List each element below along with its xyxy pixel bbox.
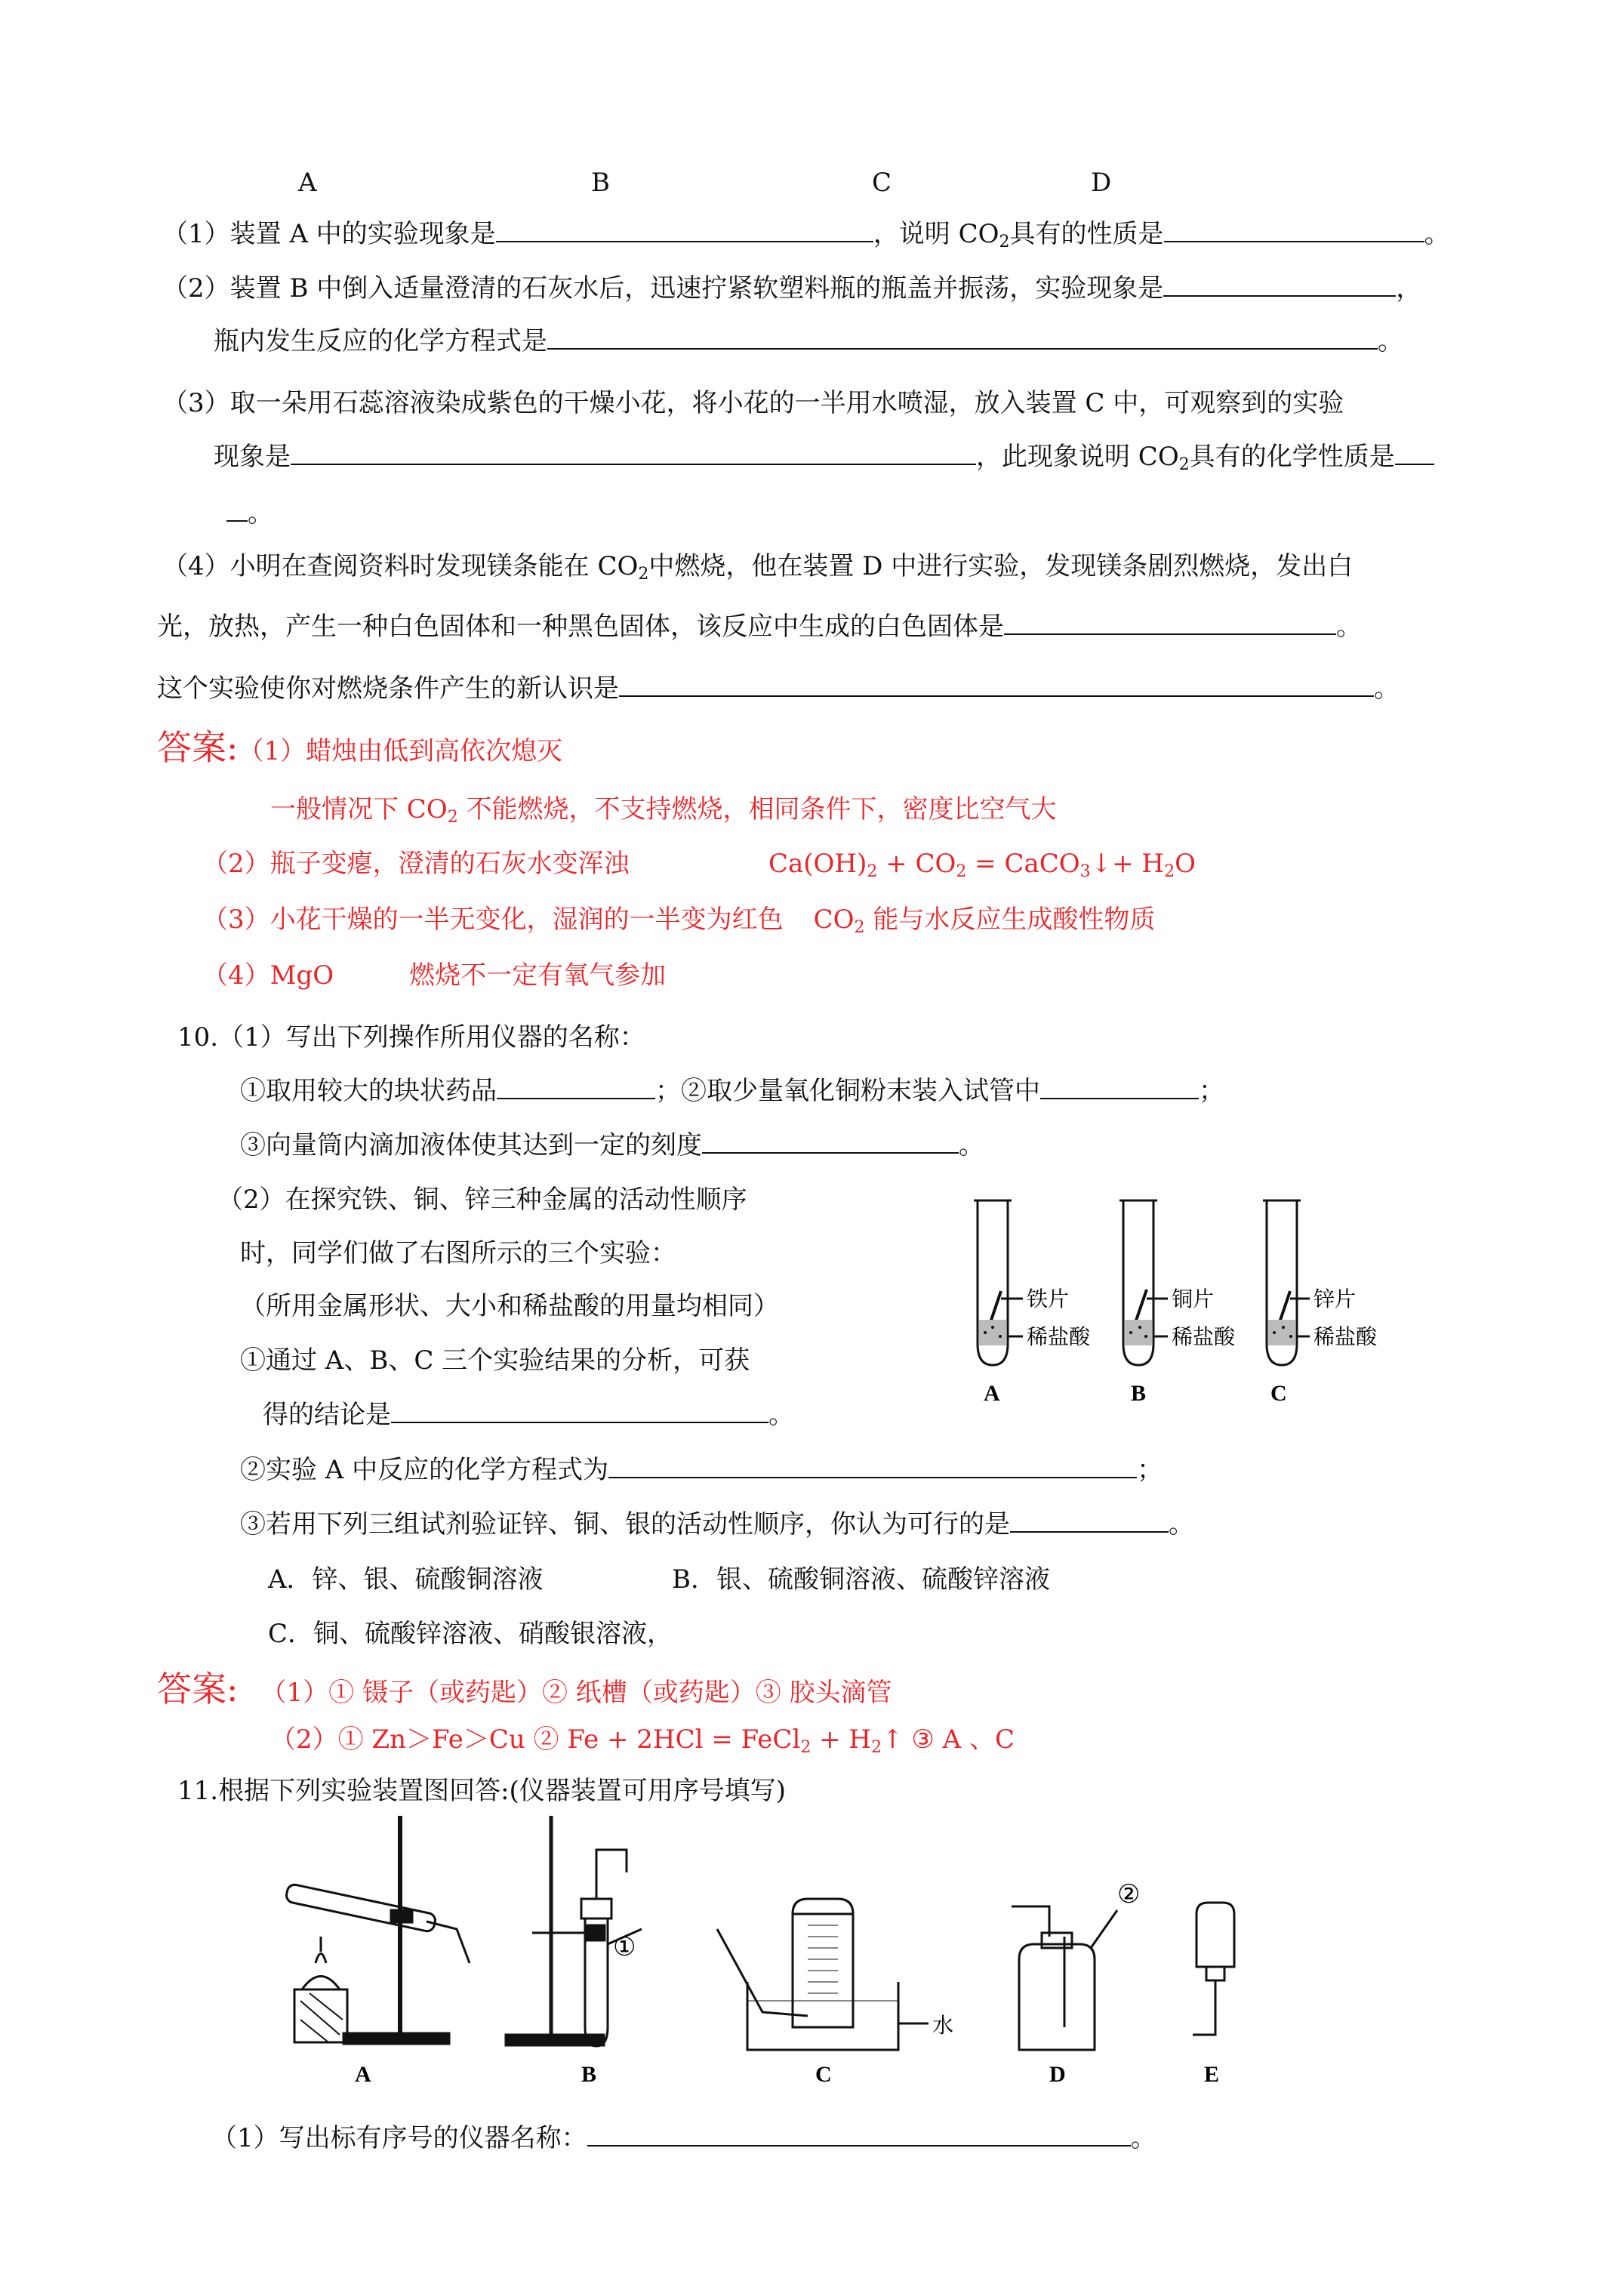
q9-p4-text: （4）小明在查阅资料时发现镁条能在 CO: [162, 551, 639, 581]
answer-line: （1）① 镊子（或药匙）② 纸槽（或药匙）③ 胶头滴管: [260, 1678, 892, 1708]
q9-part3-line2: [214, 440, 1434, 473]
answer-blank[interactable]: [1004, 611, 1336, 635]
q10-option-c: C．铜、硫酸锌溶液、硝酸银溶液，: [268, 1619, 673, 1649]
answer-text: + H: [811, 1724, 872, 1755]
answer-text: （3）小花干燥的一半无变化，湿润的一半变为红色: [202, 905, 784, 935]
answer-blank[interactable]: [702, 1130, 959, 1154]
subscript: 3: [1079, 862, 1091, 881]
answer-block-10: [157, 1669, 892, 1709]
q10-option-b: B．银、硫酸铜溶液、硫酸锌溶液: [672, 1564, 1050, 1595]
q9-p3-text: （3）取一朵用石蕊溶液染成紫色的干燥小花，将小花的一半用水喷湿，放入装置 C 中，可观察到的实验: [162, 388, 1344, 418]
answer-equation: [768, 847, 1196, 880]
subscript: 2: [638, 565, 649, 584]
answer-block-9: [157, 727, 563, 768]
q10-p2-line7: [240, 1508, 1194, 1541]
period: 。: [248, 498, 273, 529]
q9-p1-text2: ，说明 CO: [873, 219, 999, 249]
answer-line: [202, 847, 630, 880]
q10-option-a: A．锌、银、硫酸铜溶液: [268, 1564, 544, 1595]
fig-label-e: E: [1204, 2062, 1220, 2087]
q10-p2-line1: （2）在探究铁、铜、锌三种金属的活动性顺序: [217, 1185, 747, 1215]
answer-line: [202, 959, 666, 992]
q11-title: 11.根据下列实验装置图回答:(仪器装置可用序号填写): [177, 1776, 787, 1806]
subscript: 2: [447, 808, 458, 827]
q10-text: ③若用下列三组试剂验证锌、铜、银的活动性顺序，你认为可行的是: [240, 1509, 1010, 1539]
answer-blank[interactable]: [226, 498, 248, 522]
apparatus-label-d: D: [1091, 168, 1112, 198]
fig-label-c: C: [815, 2062, 832, 2087]
q9-part4: [162, 550, 1353, 583]
q9-part4-line3: [157, 672, 1400, 705]
period: 。: [1374, 673, 1400, 704]
answer-text: （2）① Zn＞Fe＞Cu ② Fe + 2HCl = FeCl: [270, 1724, 801, 1755]
answer-text: 能与水反应生成酸性物质: [864, 905, 1156, 935]
subscript: 2: [867, 862, 878, 881]
q9-part3-line3: [226, 497, 273, 530]
tube-label-c: C: [1270, 1381, 1287, 1406]
q10-line1: [240, 1074, 1224, 1108]
apparatus-figure: [264, 1808, 1261, 2088]
q10-title: 10.（1）写出下列操作所用仪器的名称：: [177, 1022, 645, 1052]
q10-text: ③向量筒内滴加液体使其达到一定的刻度: [240, 1130, 702, 1160]
answer-line: [202, 903, 1155, 936]
metal-label-fe: 铁片: [1027, 1287, 1070, 1311]
equation-part: = CaCO: [966, 849, 1080, 879]
apparatus-b: [506, 1816, 642, 2046]
semicolon: ；: [1199, 1076, 1224, 1106]
answer-heading: 答案:: [157, 727, 239, 768]
marker-2: ②: [1117, 1879, 1141, 1909]
period: 。: [1378, 326, 1403, 356]
q9-part4-line2: [157, 610, 1362, 643]
q10-p2-line5: [263, 1398, 794, 1432]
q10-text: ；②取少量氧化铜粉末装入试管中: [655, 1076, 1040, 1106]
apparatus-e: [1193, 1903, 1234, 2035]
q10-p2-line2: 时，同学们做了右图所示的三个实验：: [240, 1238, 676, 1268]
answer-blank[interactable]: [1163, 273, 1396, 297]
answer-line: [270, 793, 1057, 826]
answer-blank[interactable]: [619, 673, 1374, 697]
q10-text: 得的结论是: [263, 1400, 391, 1430]
metal-label-cu: 铜片: [1172, 1287, 1215, 1311]
marker-1: ①: [613, 1932, 636, 1962]
apparatus-a: [285, 1816, 470, 2044]
subscript: 2: [871, 1738, 882, 1757]
period: 。: [1424, 219, 1450, 249]
answer-blank[interactable]: [496, 218, 873, 242]
tube-label-a: A: [984, 1381, 1000, 1406]
q11-text: （1）写出标有序号的仪器名称：: [211, 2123, 587, 2153]
answer-line: [270, 1723, 1015, 1756]
q9-p2-text: （2）装置 B 中倒入适量澄清的石灰水后，迅速拧紧软塑料瓶的瓶盖并振荡，实验现象是: [162, 273, 1164, 304]
period: 。: [959, 1130, 984, 1160]
answer-blank[interactable]: [1040, 1075, 1199, 1099]
answer-text: ↑ ③ A 、C: [882, 1724, 1015, 1755]
q9-p4-text3: 光，放热，产生一种白色固体和一种黑色固体，该反应中生成的白色固体是: [157, 612, 1004, 642]
q10-p2-line3: （所用金属形状、大小和稀盐酸的用量均相同）: [240, 1291, 779, 1321]
period: 。: [1130, 2123, 1156, 2153]
period: 。: [1336, 612, 1362, 642]
equation-part: ↓+ H: [1090, 849, 1165, 879]
answer-text: 一般情况下 CO: [270, 794, 448, 824]
answer-blank[interactable]: [608, 1454, 1137, 1478]
answer-blank[interactable]: [291, 441, 976, 465]
equation-part: O: [1175, 849, 1196, 879]
test-tube-figure: [951, 1193, 1419, 1419]
fig-label-a: A: [355, 2062, 371, 2087]
q9-part2-line2: [214, 325, 1403, 358]
q9-part1: [162, 217, 1450, 251]
answer-text: 不能燃烧，不支持燃烧，相同条件下，密度比空气大: [457, 794, 1057, 824]
answer-text: （4）MgO: [202, 960, 334, 991]
fig-label-d: D: [1049, 2062, 1066, 2087]
answer-blank[interactable]: [497, 1075, 655, 1099]
apparatus-label-a: A: [298, 168, 317, 198]
equation-part: + CO: [877, 849, 956, 879]
answer-text: （2）瓶子变瘪，澄清的石灰水变浑浊: [202, 849, 630, 879]
acid-label: 稀盐酸: [1027, 1324, 1091, 1349]
q9-part3: [162, 387, 1344, 420]
apparatus-label-b: B: [591, 168, 610, 198]
tube-label-b: B: [1131, 1381, 1147, 1406]
subscript: 2: [999, 233, 1010, 251]
acid-label: 稀盐酸: [1172, 1324, 1236, 1349]
water-label: 水: [932, 2013, 954, 2038]
acid-label: 稀盐酸: [1313, 1324, 1378, 1349]
q9-p2-text2: 瓶内发生反应的化学方程式是: [214, 326, 547, 356]
q9-p4-text4: 这个实验使你对燃烧条件产生的新认识是: [157, 673, 619, 704]
subscript: 2: [854, 918, 865, 937]
answer-blank[interactable]: [547, 325, 1378, 350]
metal-label-zn: 锌片: [1313, 1287, 1357, 1311]
answer-blank[interactable]: [1395, 441, 1434, 465]
q10-p2-line6: [240, 1453, 1163, 1487]
period: 。: [768, 1400, 794, 1430]
subscript: 2: [1164, 862, 1175, 881]
q10-p2-line4: ①通过 A、B、C 三个实验结果的分析，可获: [240, 1345, 750, 1376]
apparatus-d: [1012, 1906, 1117, 2050]
fig-label-b: B: [581, 2062, 597, 2087]
answer-blank[interactable]: [1010, 1509, 1169, 1533]
q9-p1-text: （1）装置 A 中的实验现象是: [162, 219, 496, 249]
q9-p3-text4: 具有的化学性质是: [1189, 442, 1395, 472]
semicolon: ；: [1137, 1455, 1163, 1485]
period: 。: [1169, 1509, 1194, 1539]
answer-blank[interactable]: [391, 1399, 768, 1423]
q9-part2: [162, 272, 1421, 305]
answer-text: CO: [813, 905, 855, 935]
q10-text: ①取用较大的块状药品: [240, 1076, 497, 1106]
q10-text: ②实验 A 中反应的化学方程式为: [240, 1455, 609, 1485]
equation-part: Ca(OH): [768, 849, 867, 879]
apparatus-c: [717, 1899, 929, 2050]
q9-p3-text3: ，此现象说明 CO: [976, 442, 1179, 472]
q11-part1: [211, 2122, 1156, 2155]
answer-blank[interactable]: [587, 2122, 1131, 2147]
subscript: 2: [1178, 455, 1190, 474]
apparatus-label-c: C: [872, 168, 892, 198]
answer-line: （1）蜡烛由低到高依次熄灭: [238, 736, 563, 766]
answer-text: 燃烧不一定有氧气参加: [409, 960, 667, 991]
subscript: 2: [956, 862, 967, 881]
q10-line2: [240, 1129, 984, 1162]
comma: ，: [1396, 273, 1422, 304]
q9-p3-text2: 现象是: [214, 442, 291, 472]
q9-p4-text2: 中燃烧，他在装置 D 中进行实验，发现镁条剧烈燃烧，发出白: [648, 551, 1354, 581]
subscript: 2: [800, 1738, 812, 1757]
answer-blank[interactable]: [1164, 218, 1424, 242]
q9-p1-text3: 具有的性质是: [1009, 219, 1164, 249]
answer-heading: 答案:: [157, 1669, 239, 1709]
